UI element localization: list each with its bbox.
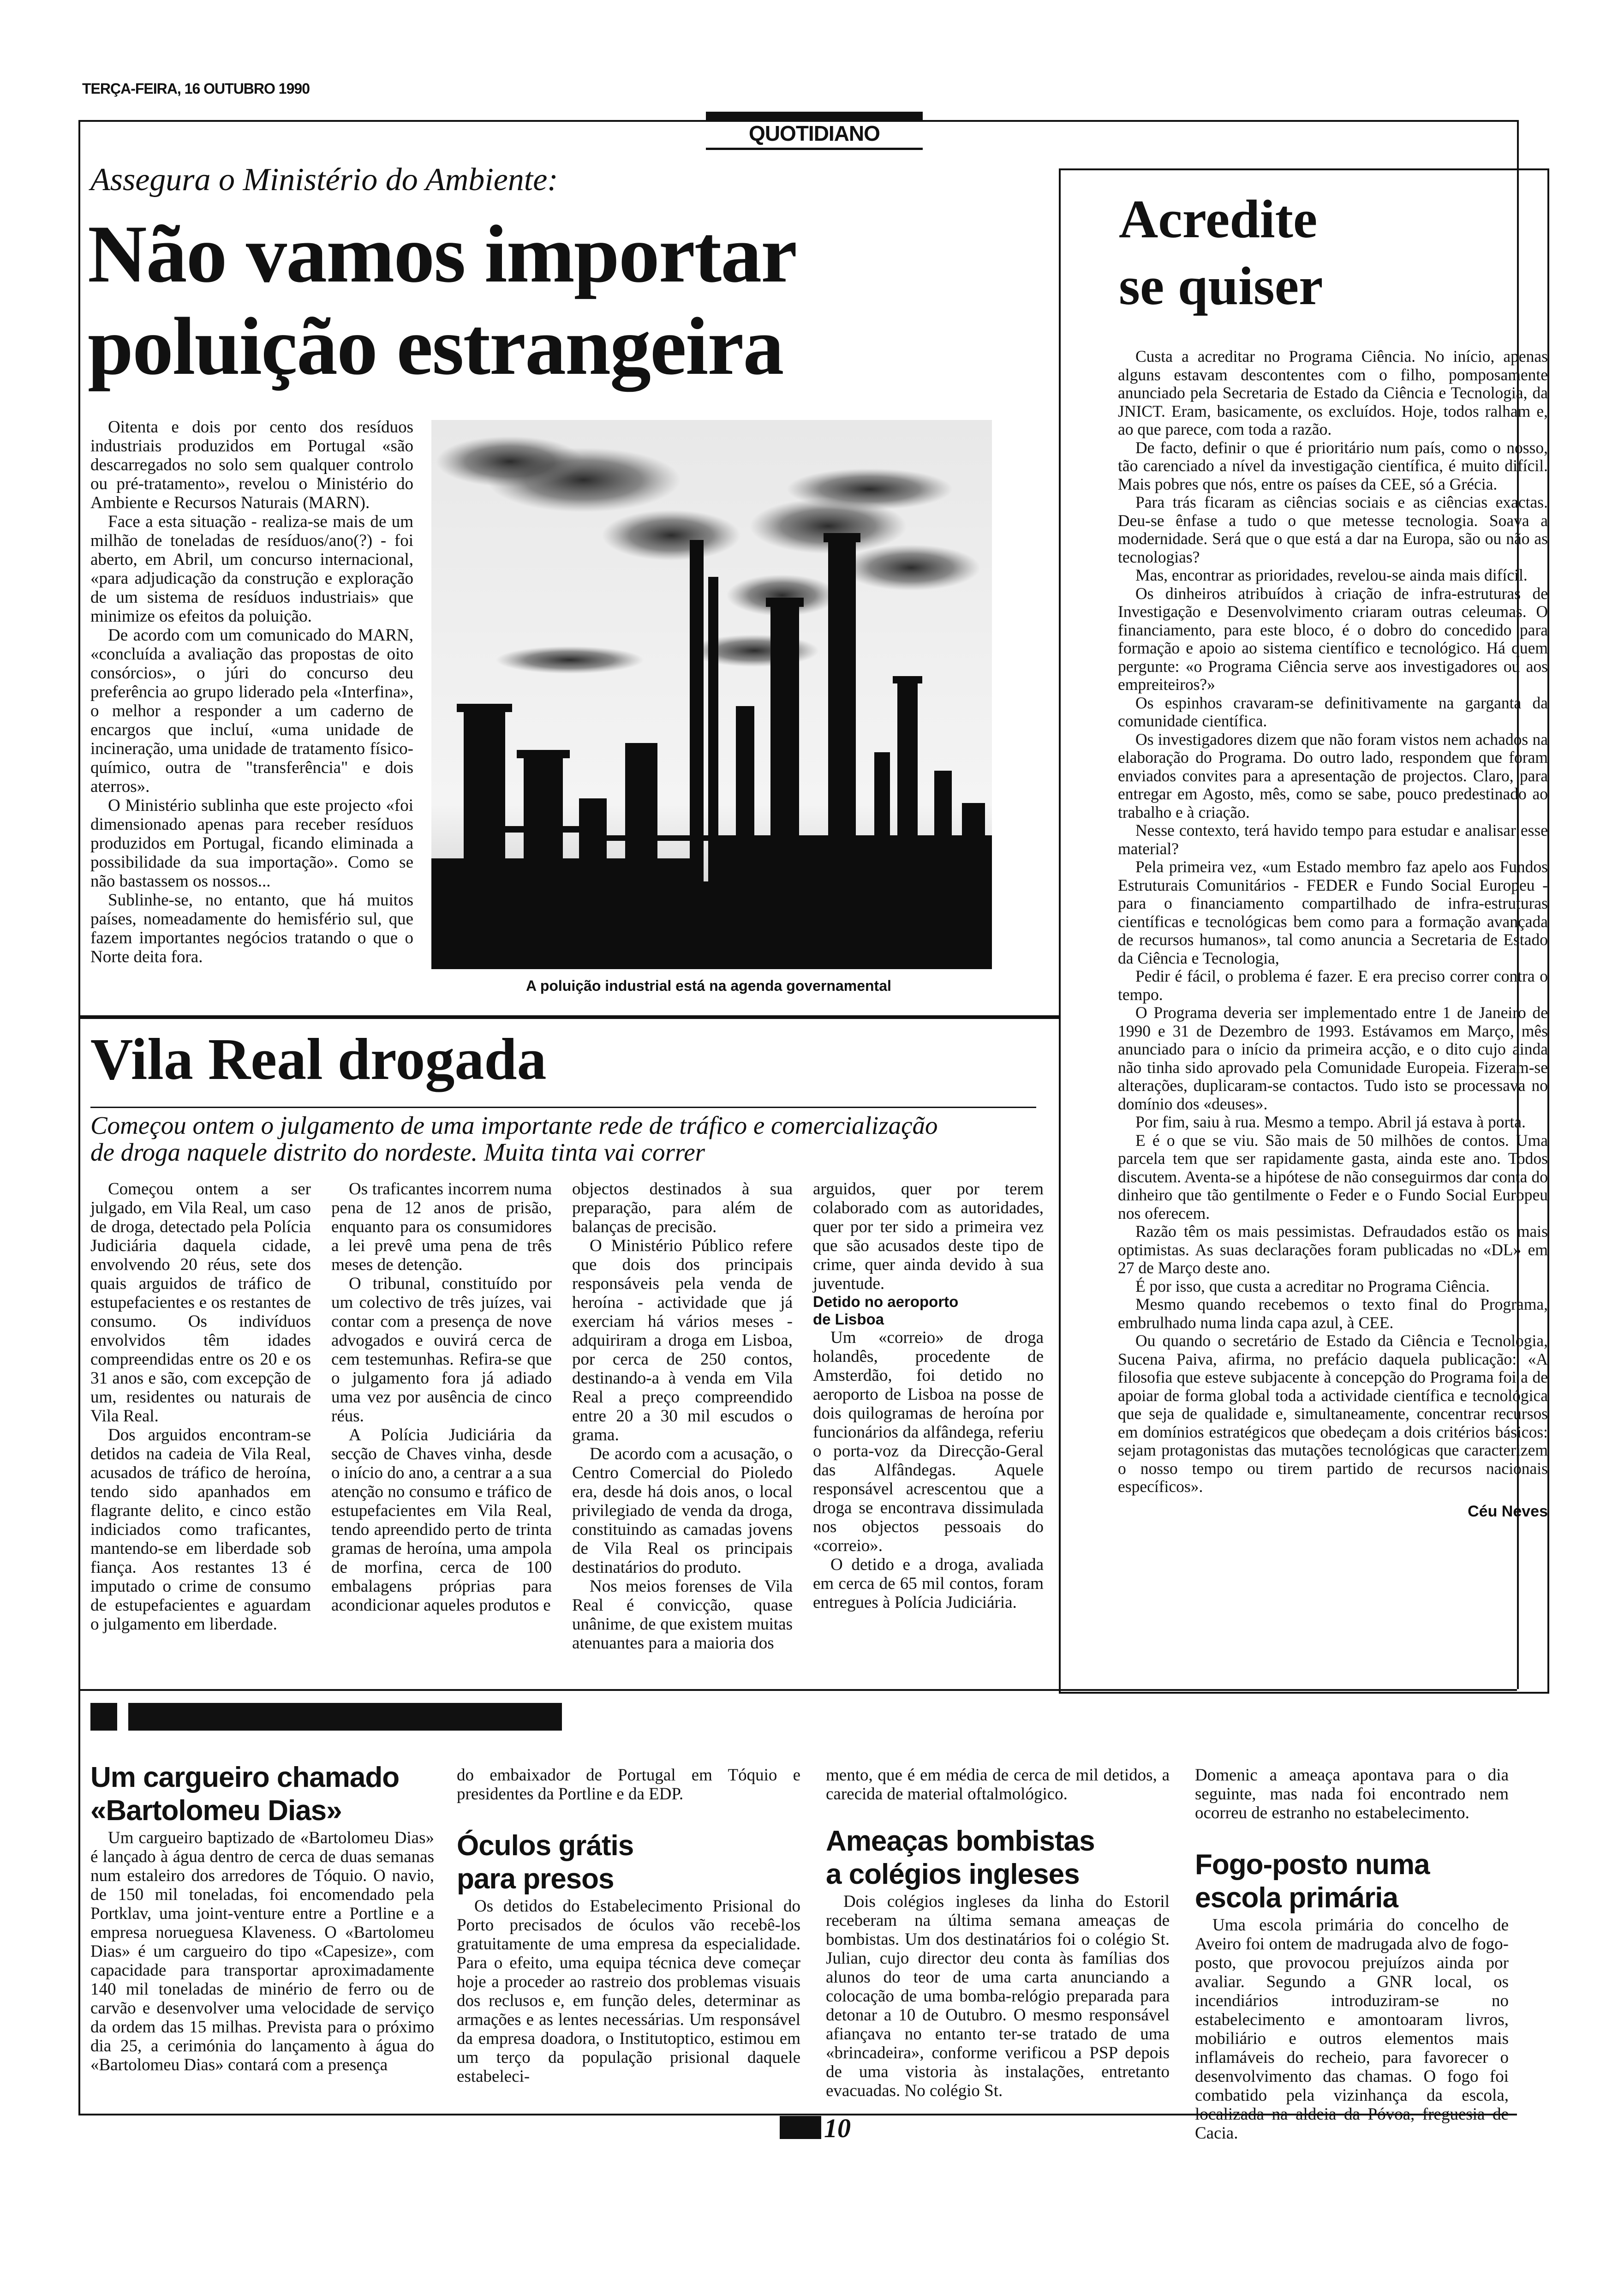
section-underline	[706, 148, 923, 150]
brief-cargueiro-continued: do embaixador de Portugal em Tóquio e presidentes da Portline e da EDP.	[457, 1766, 800, 1804]
page-number-block	[780, 2116, 821, 2139]
brief-fogo-title-1: Fogo-posto numa	[1195, 1849, 1430, 1881]
brief-oculos-text: Os detidos do Estabelecimento Prisional do Porto precisados de óculos vão recebê-los gratuitamente de uma empresa da especialidade. Para o efeito, uma equipa técnica deve começar hoje a proceder ao rastreio dos problemas visuais dos reclusos e, em função deles, determinar as armações e as lentes necessárias. Um responsável da empresa doadora, o Institutoptico, estimou em um terço da população prisional daquele estabeleci-	[457, 1897, 800, 2086]
vila-real-column-3	[572, 1180, 793, 1653]
brief-fogo-text: Uma escola primária do concelho de Aveiro foi ontem de madrugada alvo de fogo-posto, que provocou prejuízos ainda por avaliar. Segundo a GNR local, os incendiários introduziram-se no estabelecimento e amontoaram livros, mobiliário e outros elementos mais inflamáveis do recheio, para favorecer o desenvolvimento das chamas. O fogo foi combatido pela vizinhança da escola, localizada na aldeia da Póvoa, freguesia de Cacia.	[1195, 1916, 1509, 2143]
main-paragraph: Sublinhe-se, no entanto, que há muitos países, nomeadamente do hemisfério sul, que fazem importantes negócios tratando o que o Norte deita fora.	[90, 891, 413, 966]
page-number: 10	[824, 2113, 851, 2143]
side-paragraph: Custa a acreditar no Programa Ciência. No início, apenas alguns estavam descontentes com o filho, pomposamente anunciado pela Secretaria de Estado da Ciência e Tecnologia, da JNICT. Eram, basicamente, os excluídos. Hoje, todos ralham e, ao que parece, com toda a razão.	[1118, 347, 1548, 438]
side-paragraph: De facto, definir o que é prioritário num país, como o nosso, tão carenciado a nível da investigação científica, é muito difícil. Mais pobres que nós, entre os países da CEE, só a Grécia.	[1118, 438, 1548, 493]
vila-real-paragraph: Um «correio» de droga holandês, procedente de Amsterdão, foi detido no aeroporto de Lisboa na posse de dois quilogramas de heroína por funcionários da alfândega, referiu o porta-voz da Direcção-Geral das Alfândegas. Aquele responsável acrescentou que a droga se encontrava dissimulada nos objectos pessoais do «correio».	[813, 1328, 1044, 1555]
brief-fogo-posto	[1195, 1766, 1509, 2143]
photo-caption: A poluição industrial está na agenda governamental	[526, 977, 891, 994]
brief-fogo-title-2: escola primária	[1195, 1882, 1398, 1914]
main-headline-line2: poluição estrangeira	[88, 300, 783, 392]
main-paragraph: Face a esta situação - realiza-se mais de um milhão de toneladas de resíduos/ano(?) - foi aberto, em Abril, um concurso internacional, «para adjudicação da construção e exploração de um sistema de resíduos industriais» que minimize os efeitos da poluição.	[90, 512, 413, 626]
brief-cargueiro	[90, 1763, 434, 2074]
side-paragraph: Por fim, saiu à rua. Mesmo a tempo. Abril já estava à porta.	[1135, 1113, 1526, 1131]
main-paragraph: Oitenta e dois por cento dos resíduos industriais produzidos em Portugal «são descarregados no solo sem qualquer controlo ou pré-tratamento», revelou o Ministério do Ambiente e Recursos Naturais (MARN).	[90, 418, 413, 512]
vila-real-paragraph: O detido e a droga, avaliada em cerca de 65 mil contos, foram entregues à Polícia Judiciária.	[813, 1555, 1044, 1612]
side-paragraph: Ou quando o secretário de Estado da Ciência e Tecnologia, Sucena Paiva, afirma, no prefácio daquela publicação: «A filosofia que esteve subjacente à concepção do Programa foi a de apoiar de forma global toda a actividade científica e tecnológica que seja de qualidade e, simultaneamente, concentrar recursos em domínios estratégicos que obedeçam a dois critérios básicos: sejam protagonistas das mutações tecnológicas que caracterizem o nosso tempo ou tirem partido de recursos nacionais específicos».	[1118, 1331, 1548, 1496]
page-date: TERÇA-FEIRA, 16 OUTUBRO 1990	[82, 80, 310, 97]
brief-ameacas-text: Dois colégios ingleses da linha do Estoril receberam na última semana ameaças de bombistas. Um dos destinatários foi o colégio St. Julian, cujo director deu conta às famílias dos alunos do teor de uma carta anunciando a colocação de uma bomba-relógio preparada para detonar a 10 de Outubro. O mesmo responsável afiançava no entanto ter-se tratado de uma «brincadeira», conforme verificou a PSP depois de uma vistoria às instalações, entretanto evacuadas. No colégio St.	[826, 1892, 1170, 2100]
brief-cargueiro-title-2: «Bartolomeu Dias»	[90, 1795, 342, 1827]
side-paragraph: Nesse contexto, terá havido tempo para estudar e analisar esse material?	[1118, 821, 1548, 858]
vila-real-paragraph: O Ministério Público refere que dois dos principais responsáveis pela venda de heroína - actividade que já exerciam há vários meses - adquiriram a droga em Lisboa, por cerca de 250 contos, destinando-a à venda em Vila Real a preço compreendido entre 20 a 30 mil escudos o grama.	[572, 1236, 793, 1444]
vila-real-column-1	[90, 1180, 311, 1634]
vila-real-paragraph: Nos meios forenses de Vila Real é convicção, quase unânime, de que existem muitas atenuantes para a maioria dos	[572, 1577, 793, 1653]
vila-real-paragraph: A Polícia Judiciária da secção de Chaves vinha, desde o início do ano, a centrar a a sua atenção no consumo e tráfico de estupefacientes em Vila Real, tendo apreendido perto de trinta gramas de heroína, uma ampola de morfina, cerca de 100 embalagens próprias para acondicionar aqueles produtos e	[331, 1426, 552, 1615]
subhead-detido-line2: de Lisboa	[813, 1311, 884, 1328]
brief-ameacas-continued: Domenic a ameaça apontava para o dia seguinte, mas nada foi encontrado nem ocorreu de estranho no estabelecimento.	[1195, 1766, 1509, 1822]
frame-left-rule	[78, 120, 80, 2115]
side-article-body	[1118, 348, 1548, 1521]
section-label: QUOTIDIANO	[749, 121, 880, 145]
vila-real-paragraph: arguidos, quer por terem colaborado com as autoridades, quer por ter sido a primeira vez que são acusados deste tipo de crime, quer ainda devido à sua juventude.	[813, 1180, 1044, 1293]
vila-real-paragraph: O tribunal, constituído por um colectivo de três juízes, vai contar com a presença de nove advogados e ouvirá cerca de cem testemunhas. Refira-se que o julgamento fora já adiado uma vez por ausência de cinco réus.	[331, 1274, 552, 1426]
brief-oculos-continued: mento, que é em média de cerca de mil detidos, a carecida de material oftalmológico.	[826, 1766, 1170, 1804]
side-paragraph: Mesmo quando recebemos o texto final do Programa, embrulhado numa linda capa azul, à CEE.	[1118, 1295, 1548, 1332]
brief-oculos-title-1: Óculos grátis	[457, 1830, 634, 1862]
side-headline-line2: se quiser	[1119, 256, 1323, 316]
vila-real-top-rule	[78, 1015, 1059, 1019]
side-paragraph: E é o que se viu. São mais de 50 milhões de contos. Uma parcela tem que ser rapidamente gasta, ainda este ano. Todos discutem. Aventa-se a hipótese de não conseguirmos dar conta do dinheiro que tão gentilmente o Feder e o Fundo Social Europeu nos oferecem.	[1118, 1131, 1548, 1222]
side-paragraph: Os dinheiros atribuídos à criação de infra-estruturas de Investigação e Desenvolvimento criaram outras celeumas. O financiamento, para este bloco, é o dobro do concedido para formação e apoio ao sistema científico e tecnológico. Há quem pergunte: «o Programa Ciência serve aos investigadores ou aos empreiteiros?»	[1118, 584, 1548, 694]
brief-cargueiro-text: Um cargueiro baptizado de «Bartolomeu Dias» é lançado à água dentro de cerca de duas semanas num estaleiro dos arredores de Tóquio. O navio, de 150 mil toneladas, foi encomendado pela Portklav, uma joint-venture entre a Portline e a empresa norueguesa Klaveness. O «Bartolomeu Dias» é um cargueiro do tipo «Capesize», com capacidade para transportar aproximadamente 140 mil toneladas de minério de ferro ou de carvão e desenvolver uma velocidade de serviço da ordem das 15 milhas. Prevista para o próximo dia 25, a cerimónia do lançamento à água do «Bartolomeu Dias» contará com a presença	[90, 1828, 434, 2074]
side-paragraph: Pedir é fácil, o problema é fazer. E era preciso correr contra o tempo.	[1118, 967, 1548, 1004]
vila-real-headline: Vila Real drogada	[90, 1026, 547, 1092]
main-paragraph: O Ministério sublinha que este projecto «foi dimensionado apenas para receber resíduos produzidos em Portugal, ficando eliminada a possibilidade da sua importação». Como se não bastassem os nossos...	[90, 796, 413, 891]
brief-ameacas-title-1: Ameaças bombistas	[826, 1825, 1095, 1857]
vila-real-deck-line1: Começou ontem o julgamento de uma importante rede de tráfico e comercialização	[90, 1111, 938, 1139]
main-kicker: Assegura o Ministério do Ambiente:	[90, 162, 558, 198]
brief-ameacas	[826, 1766, 1170, 2100]
brief-oculos-title-2: para presos	[457, 1863, 614, 1895]
brief-ameacas-title-2: a colégios ingleses	[826, 1858, 1080, 1890]
side-paragraph: É por isso, que custa a acreditar no Programa Ciência.	[1135, 1276, 1490, 1295]
vila-real-paragraph: Dos arguidos encontram-se detidos na cadeia de Vila Real, acusados de tráfico de heroína, tendo sido apanhados em flagrante delito, e cinco estão indiciados como traficantes, mantendo-se em liberdade sob fiança. Aos restantes 13 é imputado o crime de consumo de estupefacientes e aguardam o julgamento em liberdade.	[90, 1426, 311, 1634]
briefs-bar-block	[90, 1703, 117, 1731]
subhead-detido-line1: Detido no aeroporto	[813, 1293, 959, 1310]
side-paragraph: Os espinhos cravaram-se definitivamente na garganta da comunidade científica.	[1118, 693, 1548, 730]
pollution-photo	[431, 420, 992, 969]
side-paragraph: Os investigadores dizem que não foram vistos nem achados na elaboração do Programa. Do outro lado, respondem que foram enviados convites para a apresentação de projectos. Claro, para entregar em Agosto, mês, como se sabe, pouco predestinado ao trabalho e à criação.	[1118, 730, 1548, 821]
side-paragraph: Pela primeira vez, «um Estado membro faz apelo aos Fundos Estruturais Comunitários - FEDER e Fundo Social Europeu - para o financiamento compartilhado de infra-estruturas científicas e tecnológicas bem como para a formação avançada de recursos humanos», tal como anuncia a Secretaria de Estado da Ciência e Tecnologia,	[1118, 857, 1548, 967]
main-paragraph: De acordo com um comunicado do MARN, «concluída a avaliação das propostas de oito consórcios», o júri do concurso deu preferência ao grupo liderado pela «Interfina», o melhor a responder a um caderno de encargos que incluí, «uma unidade de incineração, uma unidade de tratamento físico-químico, outra de "transferência" e dois aterros».	[90, 626, 413, 796]
main-article-body	[90, 418, 413, 966]
briefs-bar	[128, 1703, 562, 1731]
side-paragraph: Para trás ficaram as ciências sociais e as ciências exactas. Deu-se ênfase a tudo o que metesse tecnologia. Soava a modernidade. Será que o que está a dar na Europa, são ou não as tecnologias?	[1118, 493, 1548, 566]
side-author: Céu Neves	[1468, 1502, 1548, 1520]
briefs-top-rule	[78, 1689, 1517, 1691]
vila-real-paragraph: Os traficantes incorrem numa pena de 12 anos de prisão, enquanto para os consumidores a lei prevê uma pena de três meses de detenção.	[331, 1180, 552, 1274]
side-paragraph: O Programa deveria ser implementado entre 1 de Janeiro de 1990 e 31 de Dezembro de 1993. Estávamos em Março, mês anunciado para o início da primeira acção, e o dito cujo ainda não tinha sido aprovado pela Comunidade Europeia. Fizeram-se alterações, duplicaram-se contactos. Tudo isto se processava no domínio dos «deuses».	[1118, 1003, 1548, 1113]
vila-real-paragraph: Começou ontem a ser julgado, em Vila Real, um caso de droga, detectado pela Polícia Judiciária daquela cidade, envolvendo 20 réus, sete dos quais arguidos de tráfico de estupefacientes e os restantes de consumo. Os indivíduos envolvidos têm idades compreendidas entre os 20 e os 31 anos e são, com excepção de um, residentes ou naturais de Vila Real.	[90, 1180, 311, 1426]
side-paragraph: Razão têm os mais pessimistas. Defraudados estão os mais optimistas. As suas declarações foram publicadas no «DL» em 27 de Março deste ano.	[1118, 1222, 1548, 1277]
brief-oculos	[457, 1766, 800, 2086]
side-headline-line1: Acredite	[1119, 189, 1318, 249]
vila-real-paragraph: objectos destinados à sua preparação, para além de balanças de precisão.	[572, 1180, 793, 1236]
section-tab-rule	[706, 112, 923, 120]
vila-real-deck-line2: de droga naquele distrito do nordeste. Muita tinta vai correr	[90, 1138, 705, 1166]
vila-real-column-2	[331, 1180, 552, 1615]
main-headline-line1: Não vamos importar	[88, 208, 797, 300]
vila-real-column-4	[813, 1180, 1044, 1612]
vila-real-paragraph: De acordo com a acusação, o Centro Comercial do Pioledo era, desde há dois anos, o local privilegiado de venda da droga, constituindo as camadas jovens de Vila Real os principais destinatários do produto.	[572, 1444, 793, 1577]
brief-cargueiro-title-1: Um cargueiro chamado	[90, 1762, 400, 1793]
vila-real-headline-rule	[90, 1107, 1036, 1108]
side-paragraph: Mas, encontrar as prioridades, revelou-se ainda mais difícil.	[1135, 566, 1528, 584]
